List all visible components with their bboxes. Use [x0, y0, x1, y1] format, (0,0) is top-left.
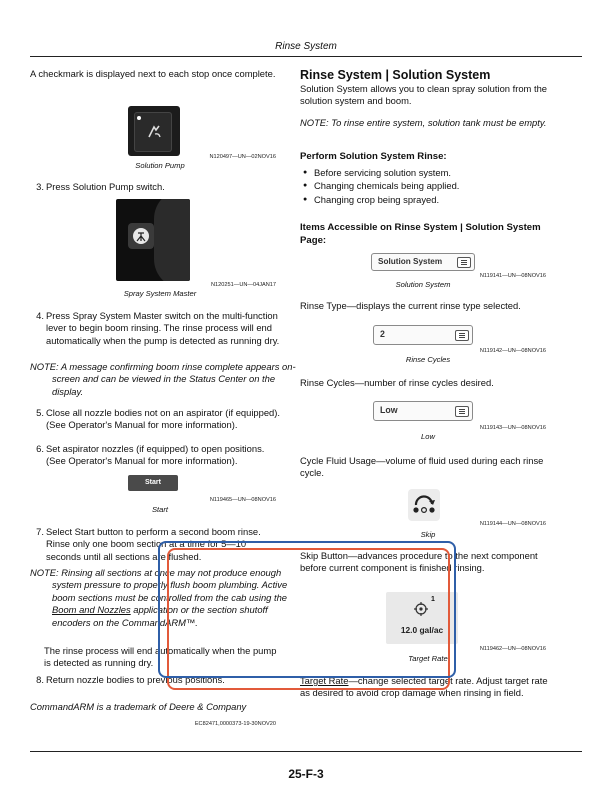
- items-heading: Items Accessible on Rinse System | Solution System Page:: [300, 222, 541, 246]
- figure-code: N120497—UN—02NOV16: [209, 154, 276, 160]
- start-button[interactable]: Start: [128, 475, 178, 491]
- step-6: 6. Set aspirator nozzles (if equipped) to open positions. (See Operator's Manual for more information).: [36, 443, 265, 467]
- page-number: 25-F-3: [288, 767, 324, 781]
- figure-caption: Start: [151, 505, 169, 514]
- step-4: 4. Press Spray System Master switch on the multi-function lever to begin boom rinsing. The rinse process will end automatically when the pump is detected as running dry.: [36, 310, 280, 346]
- list-icon: [455, 406, 469, 417]
- figure-caption: Solution System: [395, 280, 451, 289]
- target-rate-description: Target Rate—change selected target rate. Adjust target rate as desired to avoid crop damage when rinsing in field.: [300, 675, 548, 699]
- list-item: ● Before servicing solution system.: [300, 167, 550, 179]
- section-intro: Solution System allows you to clean spray solution from the solution system and boom.: [300, 83, 547, 107]
- note-rinsing-sections: NOTE: Rinsing all sections at once may not produce enough system pressure to properly flush boom plumbing. Active boom sections must be controlled from the cab using the Boom and Nozzles application or the section shutoff encoders on the CommandARM™.: [30, 567, 288, 628]
- figure-code: N119141—UN—08NOV16: [479, 273, 546, 279]
- indicator-light: [137, 116, 141, 120]
- figure-caption: Skip: [420, 530, 436, 539]
- fluid-usage-description: Cycle Fluid Usage—volume of fluid used during each rinse cycle.: [300, 455, 544, 479]
- note-empty-tank: NOTE: To rinse entire system, solution tank must be empty.: [300, 117, 547, 128]
- figure-code: N120251—UN—04JAN17: [211, 282, 276, 288]
- target-rate-value: 12.0 gal/ac: [400, 625, 444, 635]
- rinse-cycles-description: Rinse Cycles—number of rinse cycles desired.: [300, 377, 494, 388]
- section-title: Rinse System | Solution System: [300, 68, 491, 82]
- footer-rule: [30, 751, 582, 752]
- rinse-cycles-field[interactable]: 2: [373, 325, 473, 345]
- figure-caption: Target Rate: [408, 654, 448, 663]
- spray-master-photo: [116, 199, 190, 281]
- figure-code: N119142—UN—08NOV16: [479, 348, 546, 354]
- rinse-type-description: Rinse Type—displays the current rinse type selected.: [300, 300, 521, 311]
- figure-caption: Spray System Master: [123, 289, 197, 298]
- figure-caption: Low: [421, 432, 435, 441]
- solution-pump-photo: [128, 106, 180, 156]
- figure-code: N119465—UN—08NOV16: [209, 497, 276, 503]
- document-id: EC82471,0000373-19-30NOV20: [194, 721, 276, 727]
- list-icon: [457, 257, 471, 268]
- page-header: Rinse System: [275, 41, 337, 52]
- skip-description: Skip Button—advances procedure to the next component before current component is finished rinsing.: [300, 550, 538, 574]
- step-8: 8. Return nozzle bodies to previous positions.: [36, 674, 225, 685]
- spray-nozzle-icon: [135, 230, 147, 242]
- figure-caption: Rinse Cycles: [405, 355, 451, 364]
- list-icon: [455, 330, 469, 341]
- note-continuation: The rinse process will end automatically when the pump is detected as running dry.: [44, 645, 277, 669]
- figure-caption: Solution Pump: [135, 161, 185, 170]
- intro-text: A checkmark is displayed next to each stop once complete.: [30, 68, 276, 79]
- skip-button[interactable]: [408, 489, 440, 521]
- boom-nozzles-link[interactable]: Boom and Nozzles: [52, 604, 131, 616]
- rinse-type-dropdown[interactable]: Solution System: [371, 253, 475, 271]
- trademark-note: CommandARM is a trademark of Deere & Company: [30, 701, 247, 712]
- skip-icon: [411, 494, 437, 516]
- note-boom-rinse: NOTE: A message confirming boom rinse complete appears on-screen and can be viewed in the Status Center on the display.: [30, 361, 296, 397]
- figure-code: N119143—UN—08NOV16: [479, 425, 546, 431]
- figure-code: N119144—UN—08NOV16: [479, 521, 546, 527]
- header-rule: [30, 56, 582, 57]
- step-5: 5. Close all nozzle bodies not on an aspirator (if equipped). (See Operator's Manual for more information).: [36, 407, 280, 431]
- target-rate-link[interactable]: Target Rate: [300, 675, 349, 686]
- list-item: ● Changing crop being sprayed.: [300, 194, 550, 206]
- pump-icon: [145, 122, 165, 142]
- step-7: 7. Select Start button to perform a second boom rinse. Rinse only one boom section at a time for 5—10 seconds until all sections are flushed.: [36, 526, 261, 562]
- perform-heading: Perform Solution System Rinse:: [300, 151, 447, 162]
- list-item: ● Changing chemicals being applied.: [300, 180, 550, 192]
- cycle-fluid-usage-field[interactable]: Low: [373, 401, 473, 421]
- annotation-blue-box: [158, 541, 456, 678]
- figure-code: N119462—UN—08NOV16: [479, 646, 546, 652]
- conditions-list: [300, 167, 550, 207]
- step-3: 3. Press Solution Pump switch.: [36, 181, 165, 192]
- target-superscript: 1: [431, 596, 435, 603]
